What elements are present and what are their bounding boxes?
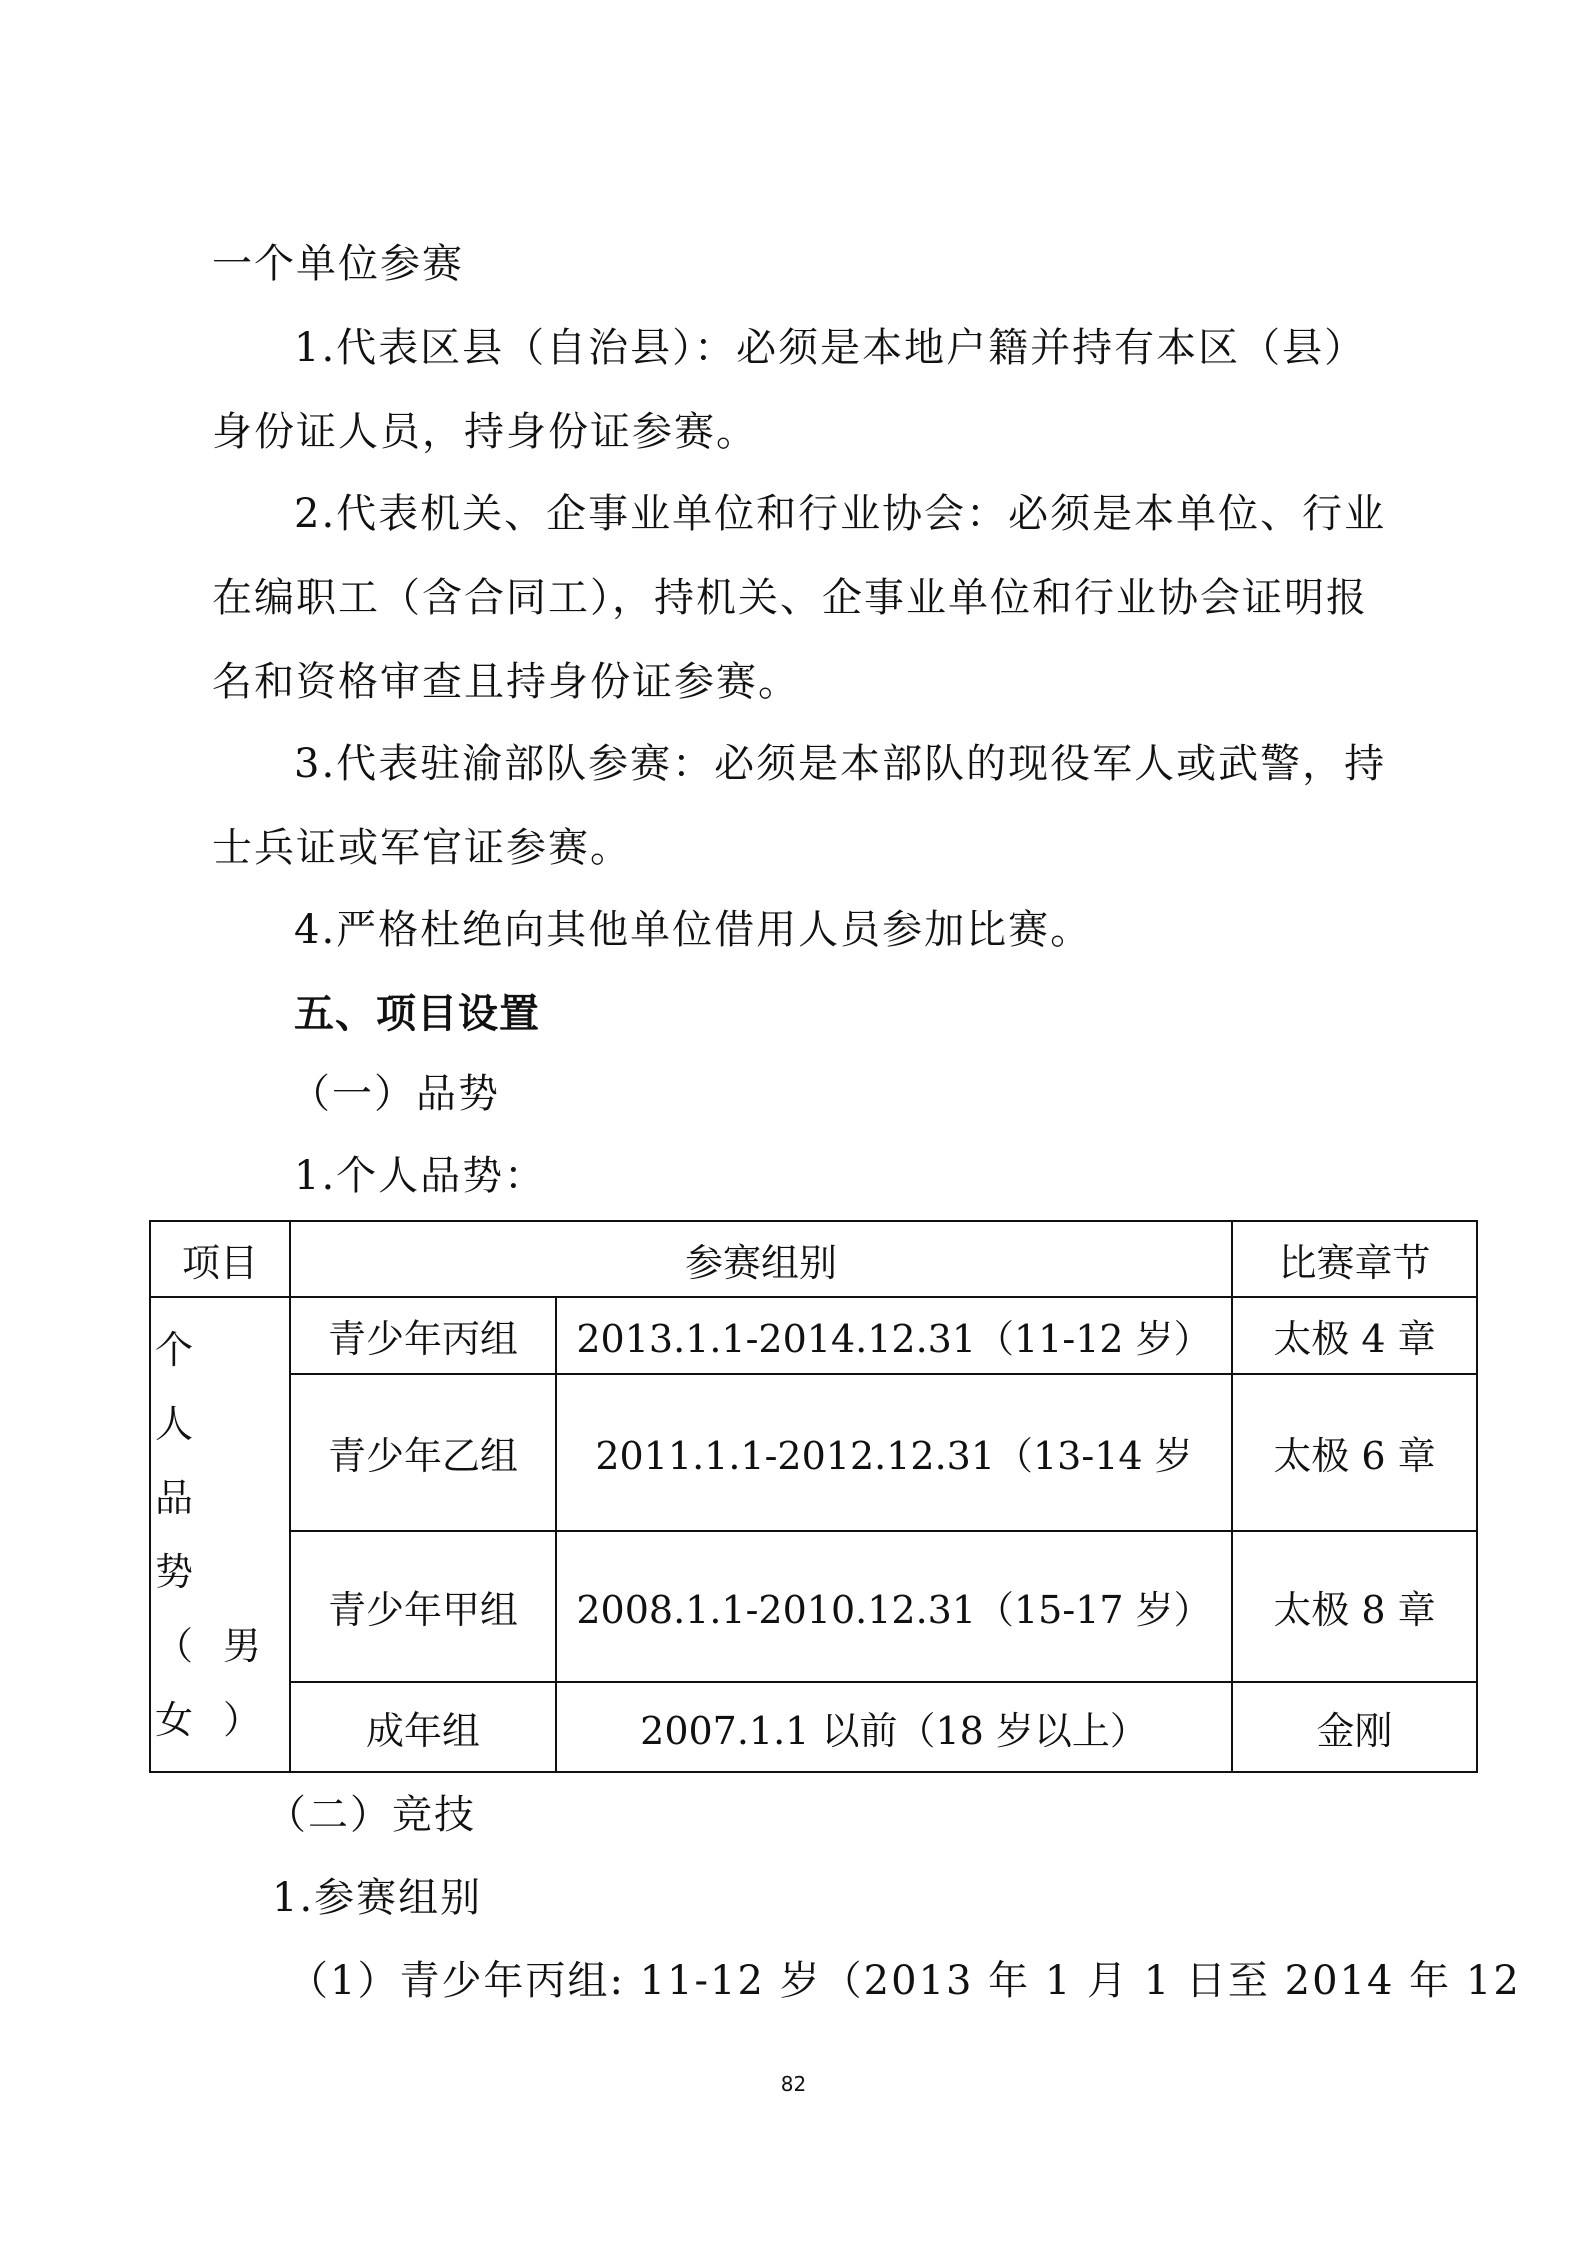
item-text: （1）青少年丙组: 11-12 岁（2013 年 1 月 1 日至 2014 年 12 [288,1958,1521,2004]
dates-cell: 2008.1.1-2010.12.31（15-17 岁） [556,1531,1232,1682]
dates-cell: 2007.1.1 以前（18 岁以上） [556,1682,1232,1772]
subsection-heading: （一）品势 [290,1071,500,1117]
dates-cell: 2011.1.1-2012.12.31（13-14 岁 [556,1374,1232,1531]
category-label: 个人品势（男女） [155,1327,292,1742]
chapter-cell: 太极 6 章 [1232,1374,1477,1531]
group-cell: 成年组 [290,1682,556,1772]
dates-cell: 2013.1.1-2014.12.31（11-12 岁） [556,1297,1232,1374]
section-heading: 五、项目设置 [294,991,540,1037]
paragraph-line: 一个单位参赛 [212,241,464,287]
group-cell: 青少年乙组 [290,1374,556,1531]
paragraph-line: 士兵证或军官证参赛。 [212,825,632,871]
paragraph-line: 在编职工（含合同工），持机关、企事业单位和行业协会证明报 [212,575,1368,621]
table-row [150,1297,1477,1374]
paragraph-line: 身份证人员，持身份证参赛。 [212,409,758,455]
paragraph-line: 2.代表机关、企事业单位和行业协会：必须是本单位、行业 [294,491,1387,537]
table-header-row [150,1221,1477,1297]
table-row [150,1682,1477,1772]
page-number: 82 [780,2072,807,2096]
subsection-heading: （二）竞技 [266,1792,476,1838]
paragraph-line: 名和资格审查且持身份证参赛。 [212,659,800,705]
header-project: 项目 [150,1221,290,1297]
item-heading: 1.个人品势： [294,1153,547,1199]
events-table [149,1220,1478,1773]
header-chapter: 比赛章节 [1232,1221,1477,1297]
group-cell: 青少年丙组 [290,1297,556,1374]
item-heading: 1.参赛组别 [272,1875,483,1921]
chapter-cell: 太极 8 章 [1232,1531,1477,1682]
table-row [150,1374,1477,1531]
header-group: 参赛组别 [290,1221,1232,1297]
paragraph-line: 4.严格杜绝向其他单位借用人员参加比赛。 [294,907,1093,953]
paragraph-line: 3.代表驻渝部队参赛：必须是本部队的现役军人或武警，持 [294,741,1387,787]
paragraph-line: 1.代表区县（自治县）：必须是本地户籍并持有本区（县） [294,325,1367,371]
category-cell [150,1297,290,1772]
group-cell: 青少年甲组 [290,1531,556,1682]
chapter-cell: 金刚 [1232,1682,1477,1772]
table-row [150,1531,1477,1682]
chapter-cell: 太极 4 章 [1232,1297,1477,1374]
